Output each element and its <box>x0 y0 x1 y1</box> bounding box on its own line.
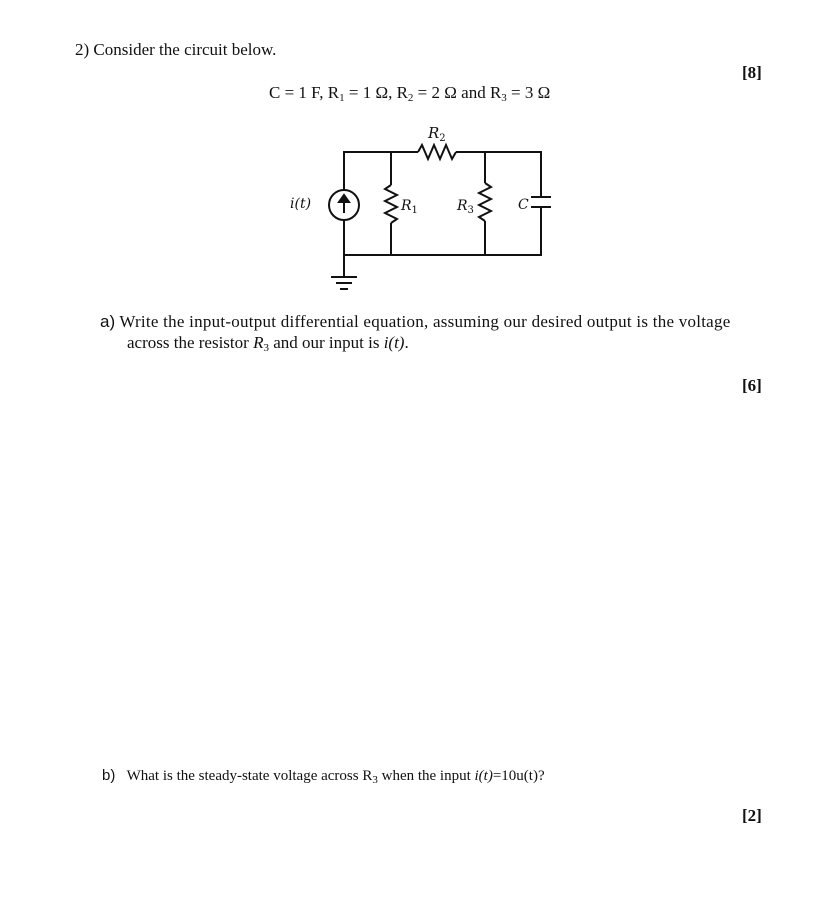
c-label: C <box>518 197 529 213</box>
part-b-question: b) What is the steady-state voltage across $R_3$ when the input i(t)=10u(t)? <box>102 767 545 786</box>
part-b-label: b) <box>102 767 116 784</box>
source-arrow-icon <box>339 195 349 202</box>
r2-label: R <box>428 124 440 142</box>
r2-resistor <box>418 145 456 159</box>
part-a-marks: [6] <box>742 376 762 395</box>
svg-text:R1: $R_1$ <box>401 198 418 216</box>
part-b-marks: [2] <box>742 806 762 825</box>
part-a-line2: across the resistor $R_3$ and our input is i(t). <box>127 333 409 354</box>
part-a-line1: a) Write the input-output differential equation, assuming our desired output is the voltage <box>100 312 731 331</box>
question-title: 2) Consider the circuit below. <box>75 40 277 59</box>
r3-label: R <box>457 198 468 214</box>
circuit-diagram <box>0 0 832 310</box>
r1-resistor <box>385 185 397 223</box>
r1-label: R <box>401 198 412 214</box>
source-label: i(t) <box>290 196 312 212</box>
given-values: C = 1 F, $R_1 = 1$ Ω, $R_2 = 2$ Ω and $R_3 = 3$ Ω <box>269 83 551 104</box>
total-marks: [8] <box>742 63 762 82</box>
part-a-label: a) <box>100 312 116 331</box>
svg-text:R3: $R_3$ <box>457 198 474 216</box>
svg-text:R2: $R_2$ <box>428 124 446 144</box>
r3-resistor <box>479 183 491 221</box>
